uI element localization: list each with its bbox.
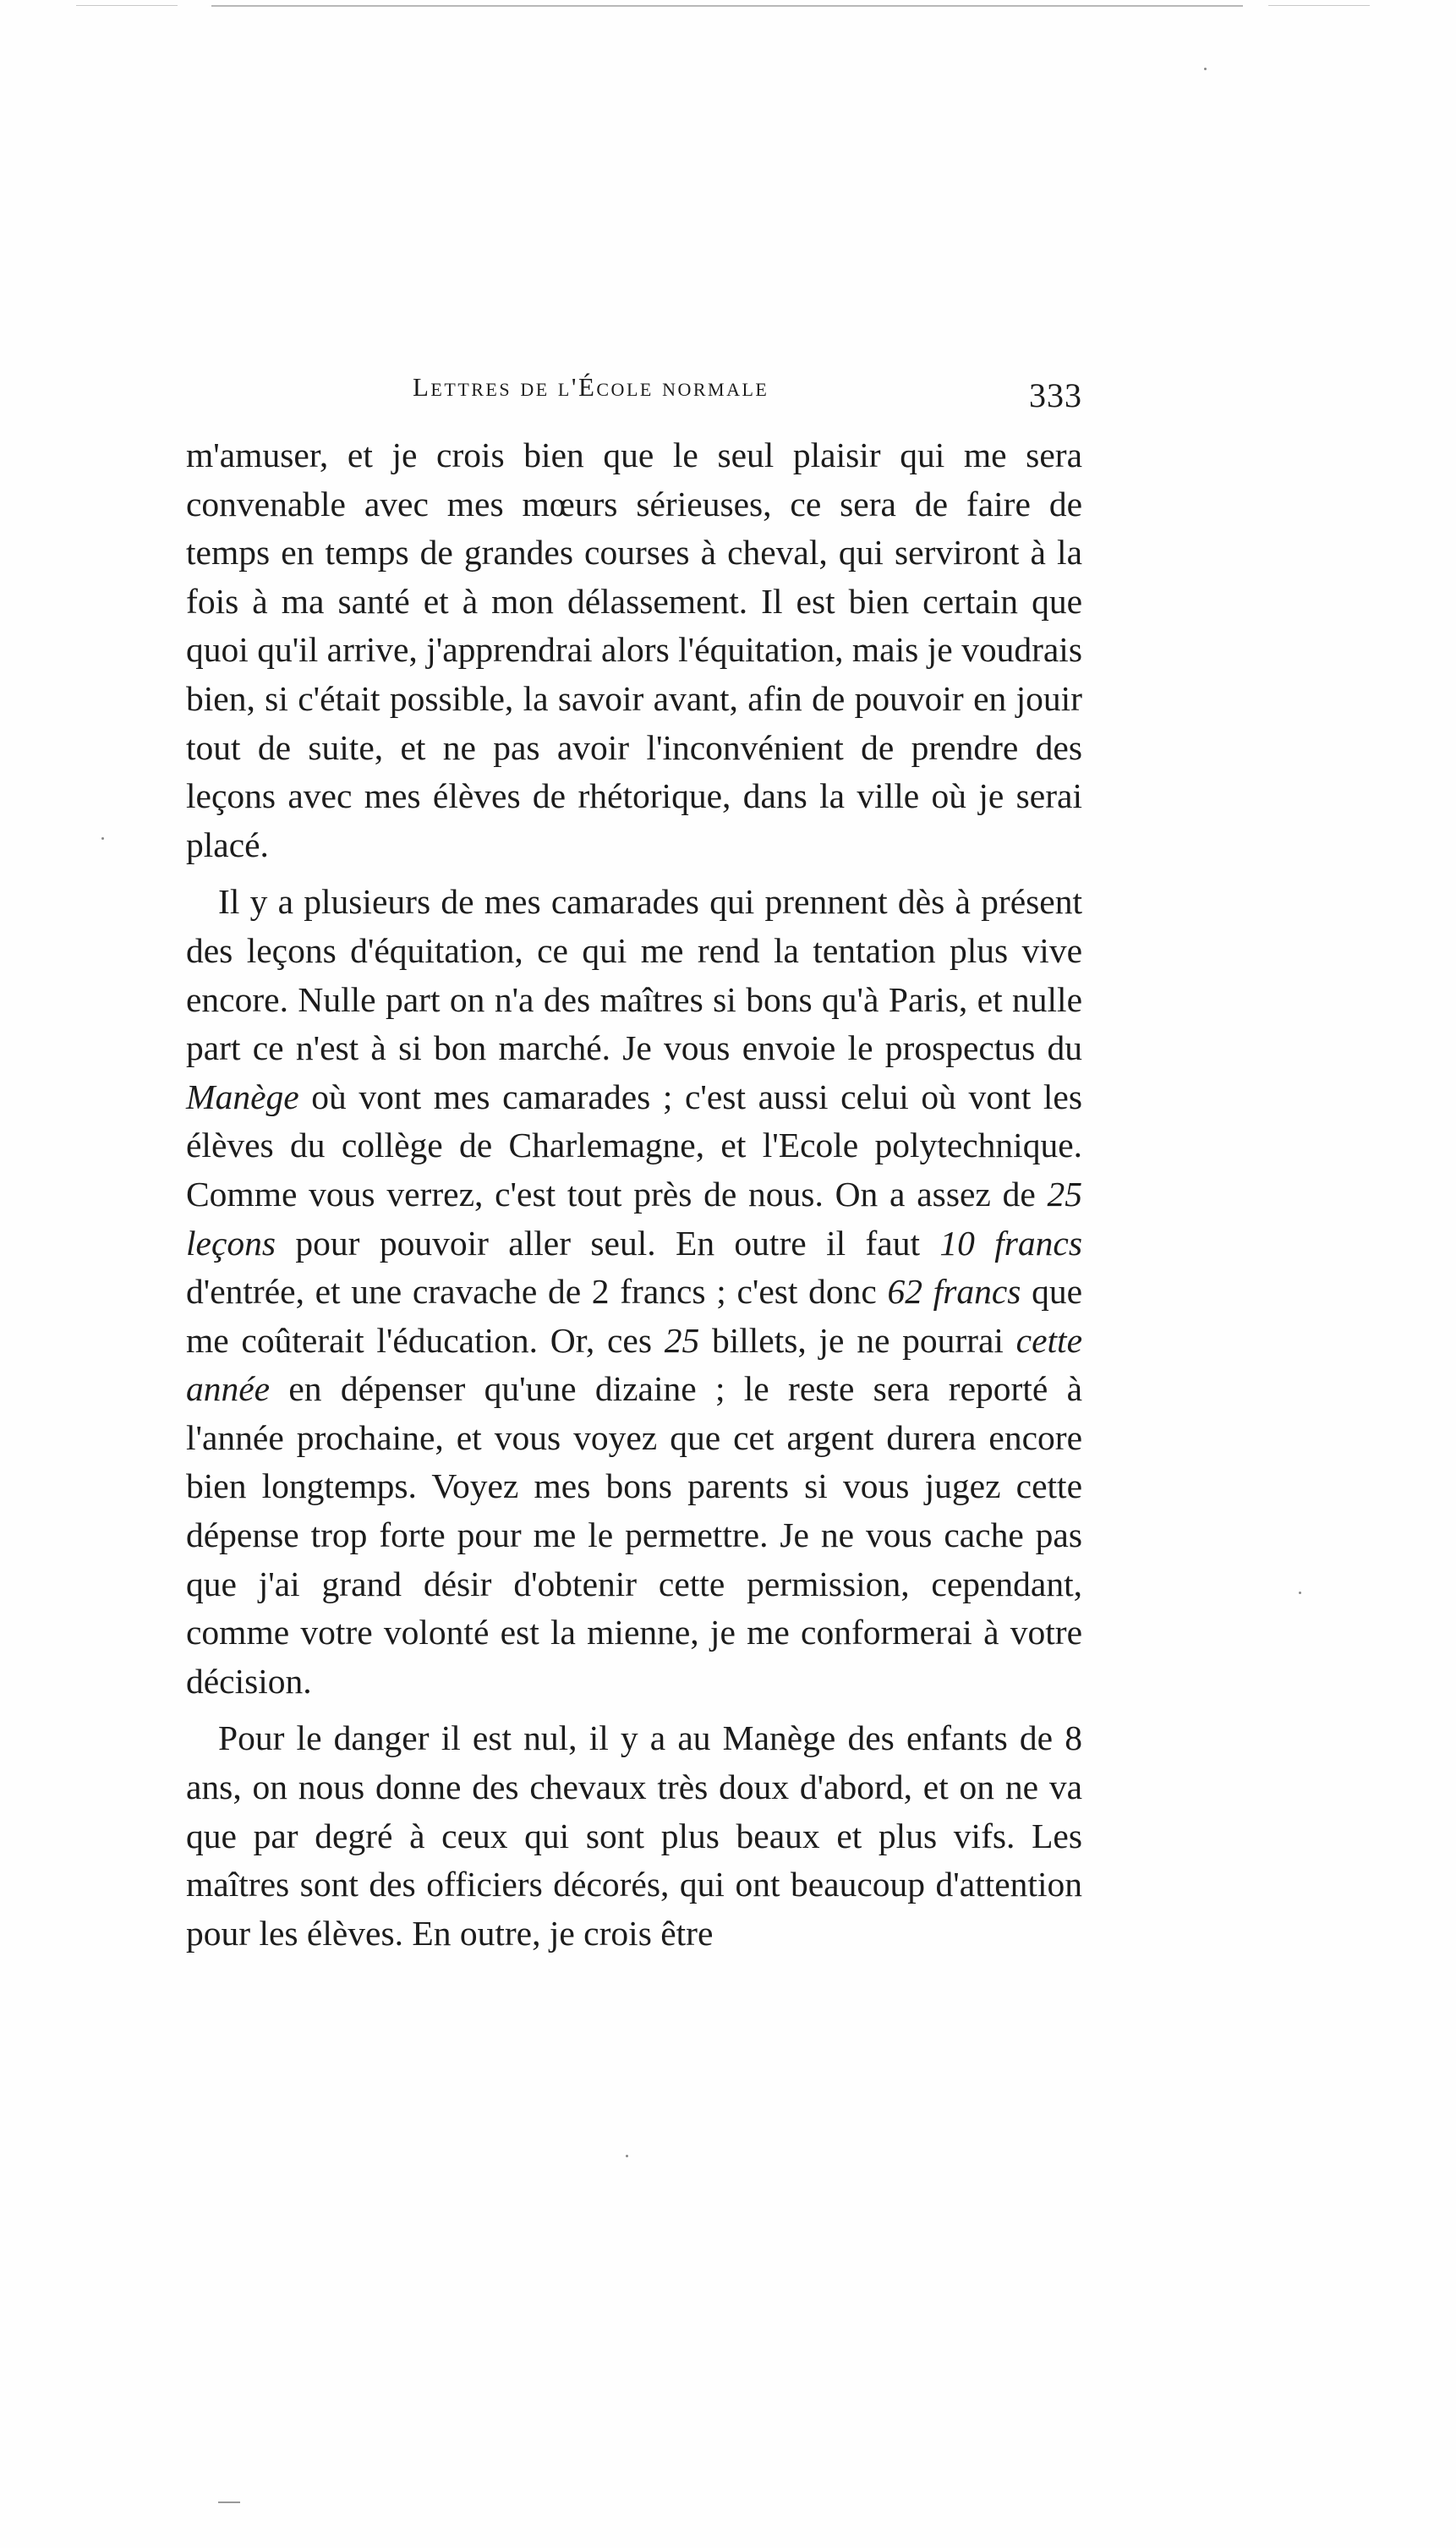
text-run: m'amuser, et je crois bien que le seul plaisir qui me sera convenable avec mes mœurs sérieuses, ce sera de faire de temps en temps de grandes courses à cheval, qui serviront à la fois à ma santé et à mon délassement. Il est bien certain que quoi qu'il arrive, j'apprendrai alors l'équitation, mais je voudrais bien, si c'était possible, la savoir avant, afin de pouvoir en jouir tout de suite, et ne pas avoir l'inconvénient de prendre des leçons avec mes élèves de rhétorique, dans la ville où je serai placé. [186, 436, 1082, 864]
text-run: en dépenser qu'une dizaine ; le reste sera reporté à l'année prochaine, et vous voyez que cet argent durera encore bien longtemps. Voyez mes bons parents si vous jugez cette dépense trop forte pour me le permettre. Je ne vous cache pas que j'ai grand désir d'obtenir cette permission, cependant, comme votre volonté est la mienne, je me conformerai à votre décision. [186, 1369, 1082, 1701]
book-page [186, 372, 1082, 1958]
paragraph [186, 878, 1082, 1706]
text-run: Pour le danger il est nul, il y a au Manège des enfants de 8 ans, on nous donne des chevaux très doux d'abord, et on ne va que par degré à ceux qui sont plus beaux et plus vifs. Les maîtres sont des officiers décorés, qui ont beaucoup d'attention pour les élèves. En outre, je crois être [186, 1718, 1082, 1953]
text-run: billets, je ne pourrai [699, 1320, 1016, 1360]
scan-speck [1204, 68, 1207, 70]
text-run: pour pouvoir aller seul. En outre il faut [276, 1223, 940, 1263]
body-text [186, 431, 1082, 1958]
scan-edge-rule-left [76, 5, 178, 6]
italic-text: 10 francs [939, 1223, 1082, 1263]
text-run: que me coûterait l'éducation. Or, ces [186, 1272, 1083, 1360]
paragraph [186, 431, 1082, 869]
text-run: où vont mes camarades ; c'est aussi celui où vont les élèves du collège de Charlemagne, et l'Ecole polytechnique. Comme vous verrez, c'est tout près de nous. On a assez de [186, 1077, 1082, 1214]
paragraph [186, 1714, 1082, 1958]
italic-text: 25 [664, 1320, 700, 1360]
scan-speck [101, 837, 104, 840]
text-run: d'entrée, et une cravache de 2 francs ; c'est donc [186, 1272, 888, 1312]
italic-text: cette année [186, 1320, 1082, 1409]
italic-text: 62 francs [887, 1272, 1021, 1312]
page-number: 333 [1029, 376, 1082, 414]
running-head [186, 372, 1082, 431]
italic-text: 25 leçons [186, 1174, 1082, 1263]
running-title: Lettres de l'École normale [413, 372, 769, 402]
text-run: Il y a plusieurs de mes camarades qui prennent dès à présent des leçons d'équitation, ce qui me rend la tentation plus vive encore. Nulle part on n'a des maîtres si bons qu'à Paris, et nulle part ce n'est à si bon marché. Je vous envoie le prospectus du [186, 882, 1082, 1068]
scan-bottom-mark [218, 2501, 240, 2503]
italic-text: Manège [186, 1077, 299, 1116]
scan-speck [1299, 1592, 1301, 1594]
scan-edge-rule [211, 5, 1243, 7]
scan-edge-rule-right [1268, 5, 1370, 6]
scan-speck [626, 2155, 628, 2157]
